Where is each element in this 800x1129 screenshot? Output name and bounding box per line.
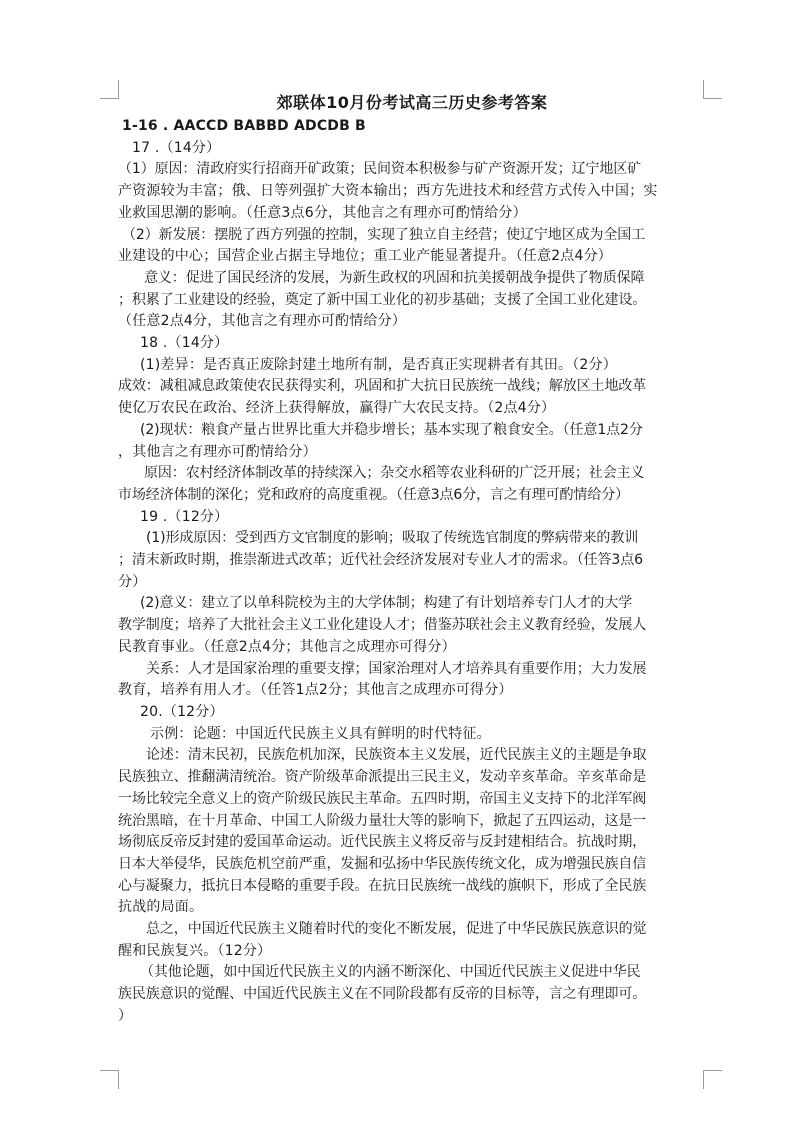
text-line: 意义：促进了国民经济的发展，为新生政权的巩固和抗美援朝战争提供了物质保障 bbox=[144, 269, 645, 286]
text-line: 成效：减租减息政策使农民获得实利，巩固和扩大抗日民族统一战线；解放区土地改革 bbox=[118, 378, 647, 395]
page-title: 郊联体10月份考试高三历史参考答案 bbox=[276, 93, 548, 112]
text-line: ；积累了工业建设的经验，奠定了新中国工业化的初步基础；支援了全国工业化建设。 bbox=[118, 291, 647, 308]
text-line: 民族独立、推翻满清统治。资产阶级革命派提出三民主义，发动辛亥革命。辛亥革命是 bbox=[118, 769, 647, 786]
text-line: 关系：人才是国家治理的重要支撑；国家治理对人才培养具有重要作用；大力发展 bbox=[146, 660, 647, 677]
text-line: 总之，中国近代民族主义随着时代的变化不断发展，促进了中华民族民族意识的觉 bbox=[146, 921, 647, 938]
text-line: 使亿万农民在政治、经济上获得解放，赢得广大农民支持。（2点4分） bbox=[118, 400, 556, 417]
text-line: 教学制度；培养了大批社会主义工业化建设人才；借鉴苏联社会主义教育经验，发展人 bbox=[118, 617, 647, 634]
q18-heading: 18 .（14分） bbox=[140, 335, 229, 352]
text-line: 教育，培养有用人才。（任答1点2分；其他言之成理亦可得分） bbox=[118, 682, 513, 699]
text-line: 心与凝聚力，抵抗日本侵略的重要手段。在抗日民族统一战线的旗帜下，形成了全民族 bbox=[118, 877, 647, 894]
text-line: 族民族意识的觉醒、中国近代民族主义在不同阶段都有反帝的目标等，言之有理即可。 bbox=[118, 986, 647, 1003]
crop-mark-bottom-left bbox=[100, 1070, 119, 1089]
text-line: 市场经济体制的深化；党和政府的高度重视。（任意3点6分，言之有理可酌情给分） bbox=[118, 486, 630, 503]
mc-answers: 1-16 . AACCD BABBD ADCDB B bbox=[122, 118, 366, 134]
text-line: 业救国思潮的影响。（任意3点6分，其他言之有理亦可酌情给分） bbox=[118, 204, 527, 221]
text-line: ；清末新政时期，推崇渐进式改革；近代社会经济发展对专业人才的需求。（任答3点6 bbox=[118, 552, 643, 569]
text-line: 论述：清末民初，民族危机加深，民族资本主义发展，近代民族主义的主题是争取 bbox=[146, 747, 647, 764]
text-line: ，其他言之有理亦可酌情给分） bbox=[118, 443, 317, 460]
text-line: （2）新发展：摆脱了西方列强的控制，实现了独立自主经营；使辽宁地区成为全国工 bbox=[122, 226, 646, 243]
q19-heading: 19 .（12分） bbox=[140, 508, 229, 525]
text-line: 抗战的局面。 bbox=[118, 899, 204, 916]
text-line: (1)形成原因：受到西方文官制度的影响；吸取了传统选官制度的弊病带来的教训 bbox=[146, 530, 639, 547]
text-line: （1）原因：清政府实行招商开矿政策；民间资本积极参与矿产资源开发；辽宁地区矿 bbox=[118, 161, 642, 178]
text-line: (2)意义：建立了以单科院校为主的大学体制；构建了有计划培养专门人才的大学 bbox=[140, 595, 633, 612]
text-line: 原因：农村经济体制改革的持续深入；杂交水稻等农业科研的广泛开展；社会主义 bbox=[144, 465, 645, 482]
text-line: 分） bbox=[118, 573, 147, 590]
q17-heading: 17 .（14分） bbox=[132, 139, 221, 156]
text-line: 民教育事业。（任意2点4分；其他言之成理亦可得分） bbox=[118, 638, 456, 655]
text-line: （其他论题，如中国近代民族主义的内涵不断深化、中国近代民族主义促进中华民 bbox=[140, 964, 641, 981]
text-line: 统治黑暗，在十月革命、中国工人阶级力量壮大等的影响下，掀起了五四运动，这是一 bbox=[118, 812, 647, 829]
text-line: 示例：论题：中国近代民族主义具有鲜明的时代特征。 bbox=[150, 725, 491, 742]
crop-mark-bottom-right bbox=[703, 1070, 722, 1089]
text-line: 日本大举侵华，民族危机空前严重，发掘和弘扬中华民族传统文化，成为增强民族自信 bbox=[118, 855, 647, 872]
text-line: 产资源较为丰富；俄、日等列强扩大资本输出；西方先进技术和经营方式传入中国；实 bbox=[118, 183, 658, 200]
text-line: 场彻底反帝反封建的爱国革命运动。近代民族主义将反帝与反封建相结合。抗战时期， bbox=[118, 834, 647, 851]
text-line: （任意2点4分，其他言之有理亦可酌情给分） bbox=[118, 313, 407, 330]
text-line: 醒和民族复兴。（12分） bbox=[118, 942, 272, 959]
text-line: (2)现状：粮食产量占世界比重大并稳步增长；基本实现了粮食安全。（任意1点2分 bbox=[140, 421, 643, 438]
answer-sheet bbox=[118, 90, 706, 1028]
text-line: ） bbox=[118, 1007, 133, 1024]
text-line: 业建设的中心；国营企业占据主导地位；重工业产能显著提升。（任意2点4分） bbox=[118, 248, 613, 265]
crop-mark-top-left bbox=[100, 80, 119, 99]
q20-heading: 20.（12分） bbox=[140, 703, 224, 720]
text-line: (1)差异：是否真正废除封建土地所有制，是否真正实现耕者有其田。（2分） bbox=[140, 356, 617, 373]
text-line: 一场比较完全意义上的资产阶级民族民主革命。五四时期，帝国主义支持下的北洋军阀 bbox=[118, 790, 647, 807]
